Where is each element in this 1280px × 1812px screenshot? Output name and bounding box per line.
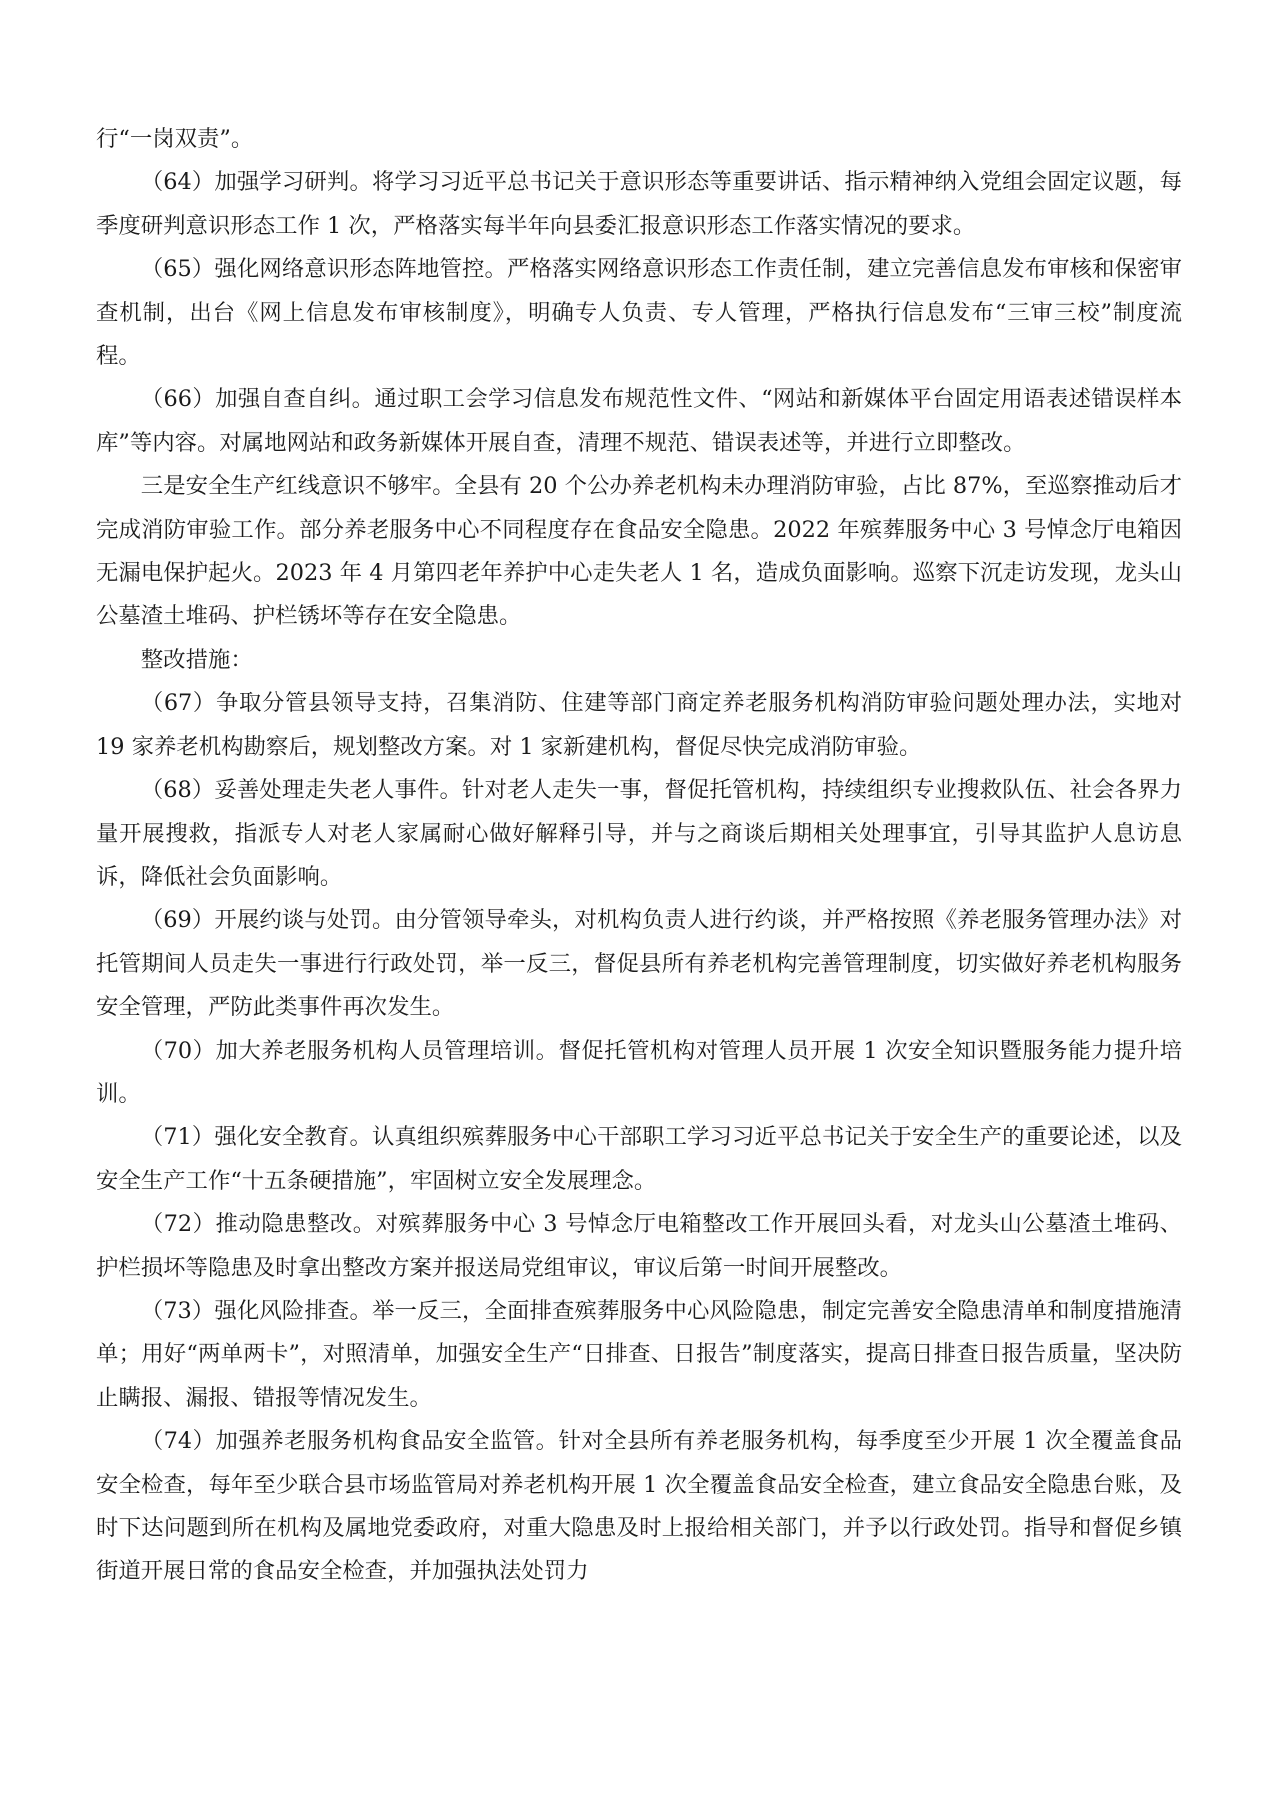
paragraph-item-72: （72）推动隐患整改。对殡葬服务中心 3 号悼念厅电箱整改工作开展回头看，对龙头山公墓渣土堆码、护栏损坏等隐患及时拿出整改方案并报送局党组审议，审议后第一时间开展整改。 [96,1211,1182,1281]
paragraph-item-73: （73）强化风险排查。举一反三，全面排查殡葬服务中心风险隐患，制定完善安全隐患清单和制度措施清单；用好“两单两卡”，对照清单，加强安全生产“日排查、日报告”制度落实，提高日排查日报告质量，坚决防止瞒报、漏报、错报等情况发生。 [96,1297,1182,1411]
paragraph-item-65: （65）强化网络意识形态阵地管控。严格落实网络意识形态工作责任制，建立完善信息发布审核和保密审查机制，出台《网上信息发布审核制度》，明确专人负责、专人管理，严格执行信息发布“三审三校”制度流程。 [96,256,1182,370]
paragraph-issue-three: 三是安全生产红线意识不够牢。全县有 20 个公办养老机构未办理消防审验，占比 87%，至巡察推动后才完成消防审验工作。部分养老服务中心不同程度存在食品安全隐患。2022 年殡葬服务中心 3 号悼念厅电箱因无漏电保护起火。2023 年 4 月第四老年养护中心走失老人 1 名，造成负面影响。巡察下沉走访发现，龙头山公墓渣土堆码、护栏锈坏等存在安全隐患。 [96,473,1182,630]
document-page [96,118,1182,1594]
paragraph-item-64: （64）加强学习研判。将学习习近平总书记关于意识形态等重要讲话、指示精神纳入党组会固定议题，每季度研判意识形态工作 1 次，严格落实每半年向县委汇报意识形态工作落实情况的要求。 [96,169,1182,239]
paragraph-item-74: （74）加强养老服务机构食品安全监管。针对全县所有养老服务机构，每季度至少开展 1 次全覆盖食品安全检查，每年至少联合县市场监管局对养老机构开展 1 次全覆盖食品安全检查，建立食品安全隐患台账，及时下达问题到所在机构及属地党委政府，对重大隐患及时上报给相关部门，并予以行政处罚。指导和督促乡镇街道开展日常的食品安全检查，并加强执法处罚力 [96,1428,1182,1585]
paragraph-item-67: （67）争取分管县领导支持，召集消防、住建等部门商定养老服务机构消防审验问题处理办法，实地对 19 家养老机构勘察后，规划整改方案。对 1 家新建机构，督促尽快完成消防审验。 [96,690,1182,760]
paragraph-rectification-heading: 整改措施： [140,646,253,673]
paragraph-item-66: （66）加强自查自纠。通过职工会学习信息发布规范性文件、“网站和新媒体平台固定用语表述错误样本库”等内容。对属地网站和政务新媒体开展自查，清理不规范、错误表述等，并进行立即整改。 [96,386,1182,456]
paragraph-item-69: （69）开展约谈与处罚。由分管领导牵头，对机构负责人进行约谈，并严格按照《养老服务管理办法》对托管期间人员走失一事进行行政处罚，举一反三，督促县所有养老机构完善管理制度，切实做好养老机构服务安全管理，严防此类事件再次发生。 [96,907,1182,1021]
paragraph-item-68: （68）妥善处理走失老人事件。针对老人走失一事，督促托管机构，持续组织专业搜救队伍、社会各界力量开展搜救，指派专人对老人家属耐心做好解释引导，并与之商谈后期相关处理事宜，引导其监护人息访息诉，降低社会负面影响。 [96,777,1182,890]
paragraph-item-70: （70）加大养老服务机构人员管理培训。督促托管机构对管理人员开展 1 次安全知识暨服务能力提升培训。 [96,1037,1182,1107]
paragraph-item-71: （71）强化安全教育。认真组织殡葬服务中心干部职工学习习近平总书记关于安全生产的重要论述，以及安全生产工作“十五条硬措施”，牢固树立安全发展理念。 [96,1124,1182,1194]
paragraph-continuation: 行“一岗双责”。 [96,126,254,152]
